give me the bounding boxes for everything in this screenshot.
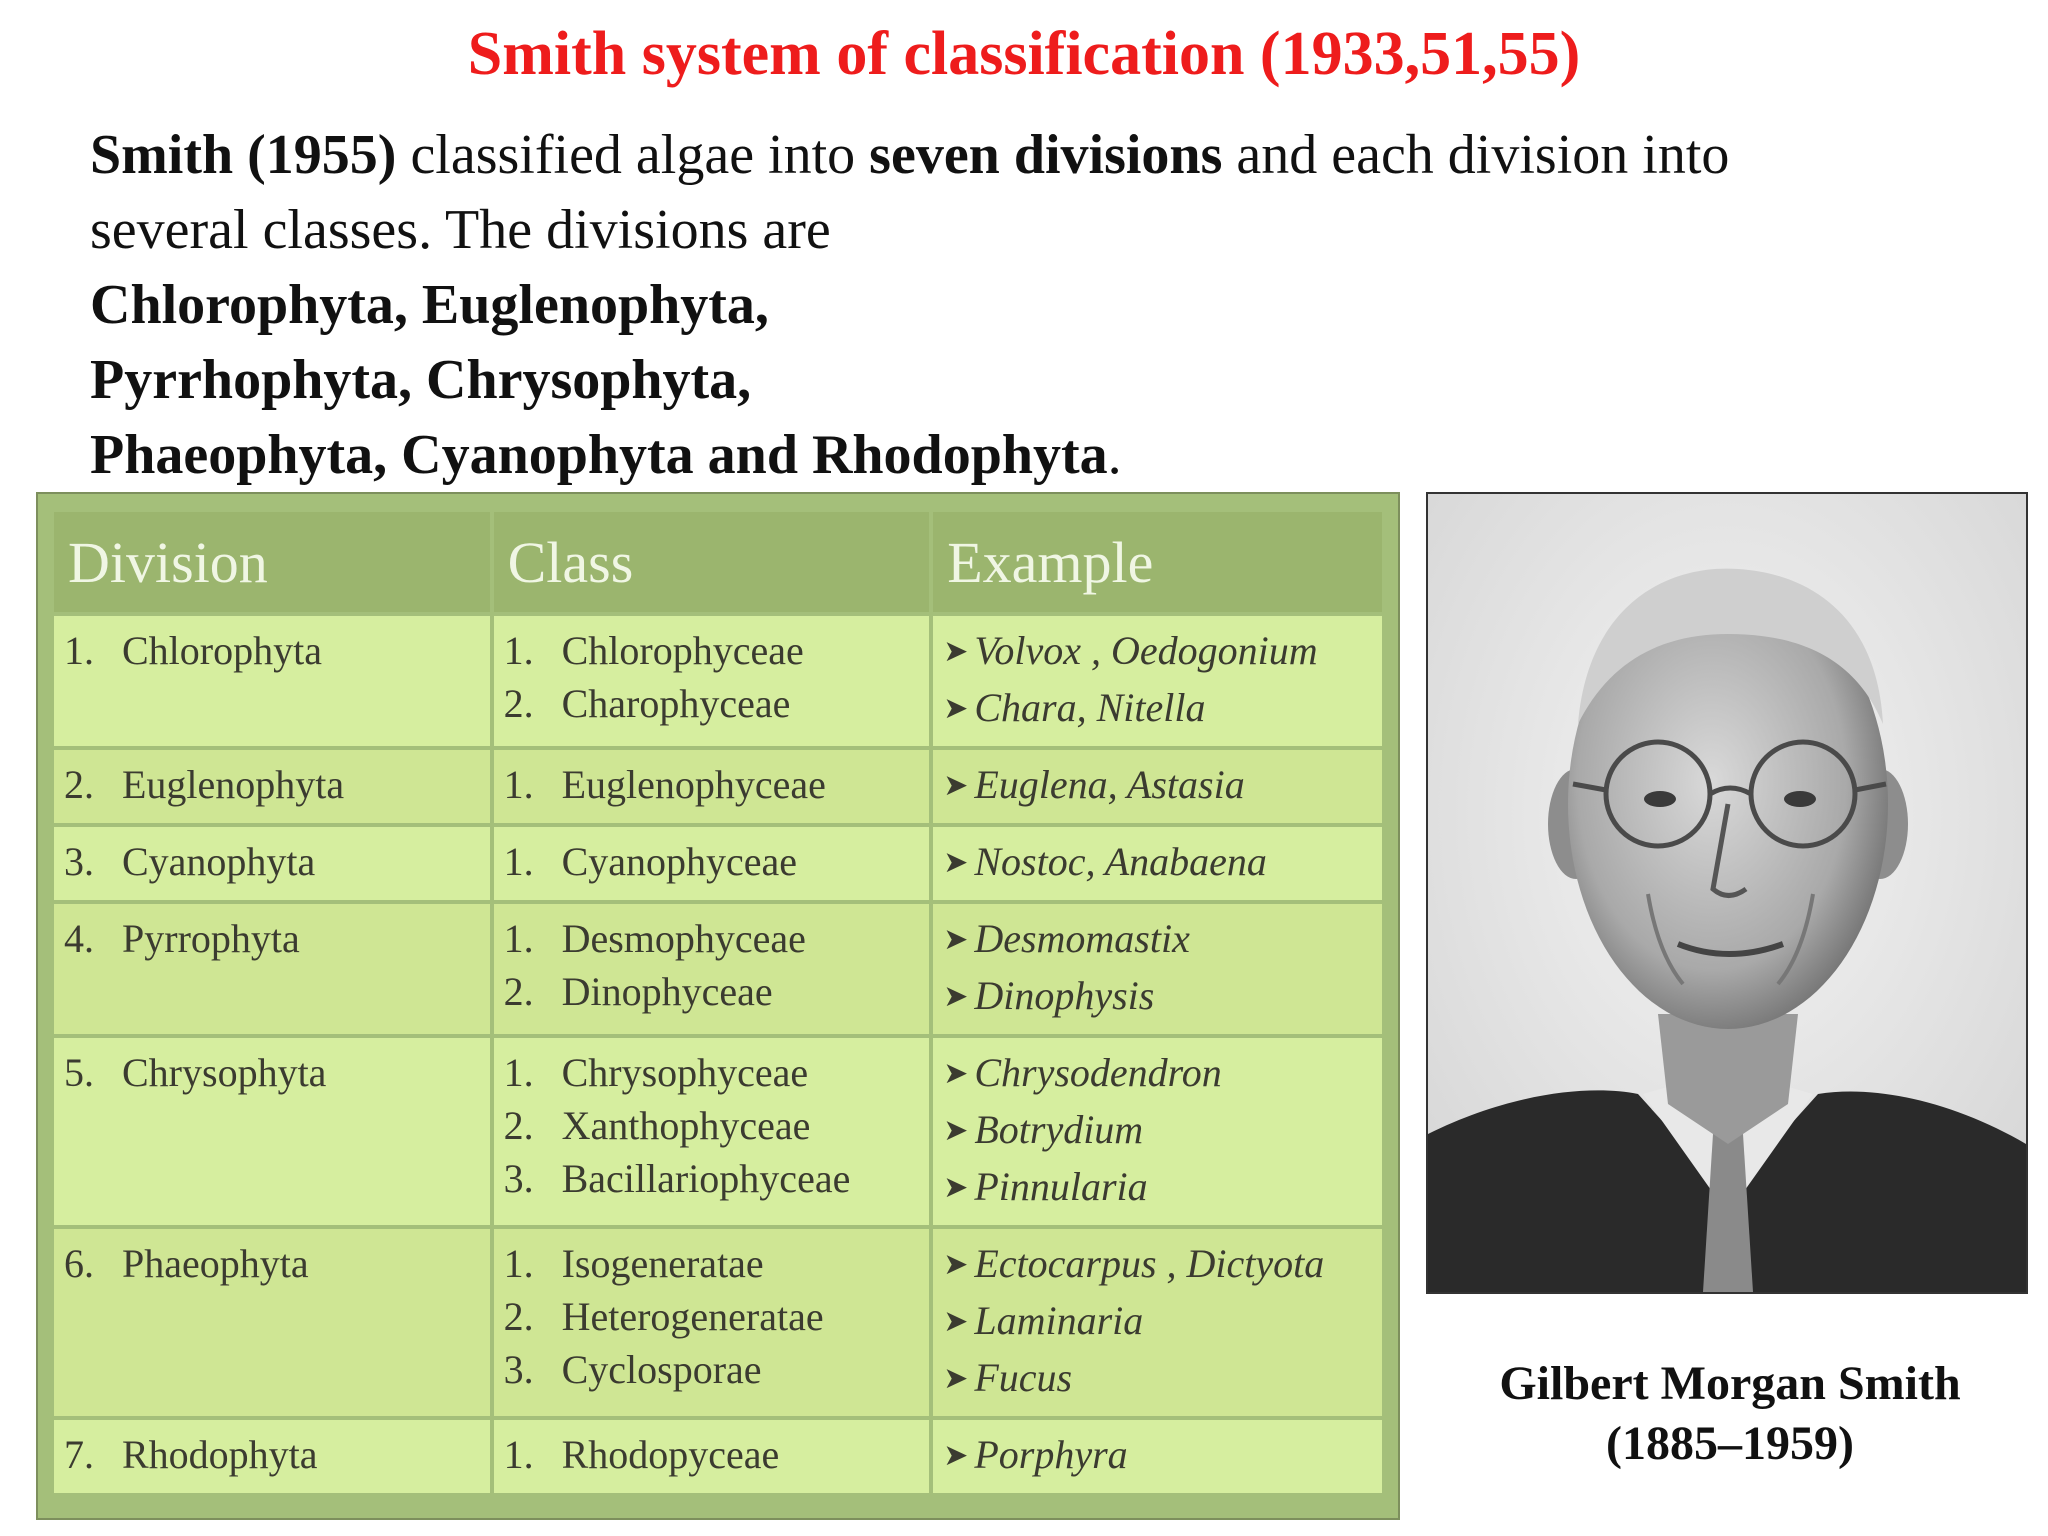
intro-bold-divisions: seven divisions — [869, 124, 1223, 186]
division-number: 3. — [64, 839, 94, 884]
table-body — [54, 616, 1382, 1493]
example-cell — [933, 1229, 1382, 1416]
division-name: Pyrrophyta — [122, 916, 300, 961]
arrow-bullet-icon: ➤ — [943, 1114, 969, 1147]
class-item — [504, 1343, 920, 1396]
division-cell — [54, 827, 490, 900]
class-item — [504, 912, 920, 965]
class-name: Cyclosporae — [561, 1347, 762, 1392]
class-number: 2. — [503, 969, 534, 1014]
table-header-row — [54, 512, 1382, 612]
arrow-bullet-icon: ➤ — [943, 846, 969, 879]
example-item — [943, 912, 1372, 969]
class-name: Dinophyceae — [561, 969, 773, 1014]
example-genus: Pinnularia — [974, 1164, 1148, 1209]
division-name: Phaeophyta — [122, 1241, 309, 1286]
example-item — [943, 1046, 1372, 1103]
header-class: Class — [494, 512, 930, 612]
class-name: Chlorophyceae — [561, 628, 804, 673]
arrow-bullet-icon: ➤ — [943, 769, 969, 802]
class-number: 3. — [503, 1156, 534, 1201]
intro-divisions-b: Pyrrhophyta, Chrysophyta, — [90, 349, 752, 411]
class-number: 1. — [503, 762, 534, 807]
intro-text-2: and each division into — [1222, 124, 1730, 186]
division-cell — [54, 616, 490, 746]
arrow-bullet-icon: ➤ — [943, 692, 969, 725]
table-row — [54, 1038, 1382, 1225]
division-name: Chlorophyta — [122, 628, 322, 673]
table-row — [54, 1229, 1382, 1416]
class-cell — [494, 750, 930, 823]
example-cell — [933, 1420, 1382, 1493]
example-cell — [933, 616, 1382, 746]
division-number: 6. — [64, 1241, 94, 1286]
example-cell — [933, 1038, 1382, 1225]
class-name: Xanthophyceae — [561, 1103, 811, 1148]
division-cell — [54, 1229, 490, 1416]
intro-line-2: several classes. The divisions are — [90, 199, 831, 261]
class-item — [504, 677, 920, 730]
example-genus: Chrysodendron — [974, 1050, 1222, 1095]
caption-years: (1885–1959) — [1606, 1417, 1854, 1470]
example-cell — [933, 904, 1382, 1034]
class-item — [504, 1290, 920, 1343]
class-item — [504, 1099, 920, 1152]
example-genus: Euglena, Astasia — [974, 762, 1245, 807]
portrait-photo — [1426, 492, 2028, 1294]
class-item — [504, 1046, 920, 1099]
example-genus: Volvox , Oedogonium — [974, 628, 1318, 673]
class-number: 1. — [503, 1432, 534, 1477]
portrait-caption — [1420, 1354, 2040, 1474]
class-number: 1. — [503, 628, 534, 673]
class-number: 2. — [503, 1294, 534, 1339]
example-item — [943, 681, 1372, 738]
intro-paragraph — [90, 118, 2010, 493]
example-genus: Ectocarpus , Dictyota — [974, 1241, 1325, 1286]
class-cell — [494, 1038, 930, 1225]
class-cell — [494, 616, 930, 746]
division-cell — [54, 1420, 490, 1493]
class-number: 1. — [503, 1241, 534, 1286]
class-item — [504, 1428, 920, 1481]
portrait-illustration — [1428, 494, 2026, 1292]
intro-line-1 — [90, 118, 2010, 193]
class-cell — [494, 827, 930, 900]
table-row — [54, 750, 1382, 823]
intro-line-4 — [90, 343, 2010, 418]
example-genus: Laminaria — [974, 1298, 1144, 1343]
slide-title: Smith system of classification (1933,51,55) — [467, 20, 1581, 88]
division-number: 1. — [64, 628, 94, 673]
example-genus: Fucus — [974, 1355, 1073, 1400]
example-genus: Chara, Nitella — [974, 685, 1206, 730]
arrow-bullet-icon: ➤ — [943, 1305, 969, 1338]
example-item — [943, 1160, 1372, 1217]
class-item — [504, 758, 920, 811]
example-genus: Porphyra — [974, 1432, 1128, 1477]
class-cell — [494, 1229, 930, 1416]
header-example: Example — [933, 512, 1382, 612]
class-number: 2. — [503, 1103, 534, 1148]
class-name: Bacillariophyceae — [561, 1156, 851, 1201]
example-item — [943, 758, 1372, 815]
intro-divisions-a: Chlorophyta, Euglenophyta, — [90, 274, 769, 336]
intro-bold-smith: Smith (1955) — [90, 124, 397, 186]
division-cell — [54, 904, 490, 1034]
division-number: 5. — [64, 1050, 94, 1095]
intro-line-3 — [90, 268, 2010, 343]
class-cell — [494, 1420, 930, 1493]
division-number: 2. — [64, 762, 94, 807]
arrow-bullet-icon: ➤ — [943, 1248, 969, 1281]
arrow-bullet-icon: ➤ — [943, 980, 969, 1013]
division-number: 4. — [64, 916, 94, 961]
example-item — [943, 835, 1372, 892]
arrow-bullet-icon: ➤ — [943, 923, 969, 956]
class-name: Chrysophyceae — [561, 1050, 809, 1095]
class-name: Desmophyceae — [561, 916, 806, 961]
example-item — [943, 1428, 1372, 1485]
class-number: 1. — [503, 1050, 534, 1095]
example-item — [943, 1351, 1372, 1408]
class-item — [504, 1237, 920, 1290]
class-number: 1. — [503, 839, 534, 884]
example-item — [943, 969, 1372, 1026]
arrow-bullet-icon: ➤ — [943, 635, 969, 668]
class-item — [504, 965, 920, 1018]
intro-line-5 — [90, 418, 2010, 493]
example-item — [943, 1237, 1372, 1294]
intro-text-1: classified algae into — [396, 124, 870, 186]
example-item — [943, 1103, 1372, 1160]
class-name: Cyanophyceae — [561, 839, 798, 884]
division-name: Rhodophyta — [122, 1432, 318, 1477]
arrow-bullet-icon: ➤ — [943, 1057, 969, 1090]
caption-name: Gilbert Morgan Smith — [1499, 1357, 1961, 1410]
class-name: Euglenophyceae — [561, 762, 826, 807]
division-number: 7. — [64, 1432, 94, 1477]
class-number: 3. — [503, 1347, 534, 1392]
intro-period: . — [1107, 424, 1122, 486]
table-row — [54, 616, 1382, 746]
classification-table — [50, 508, 1386, 1497]
class-name: Heterogeneratae — [561, 1294, 824, 1339]
example-genus: Nostoc, Anabaena — [974, 839, 1267, 884]
arrow-bullet-icon: ➤ — [943, 1362, 969, 1395]
class-name: Rhodopyceae — [561, 1432, 780, 1477]
class-cell — [494, 904, 930, 1034]
example-cell — [933, 750, 1382, 823]
table-row — [54, 1420, 1382, 1493]
example-item — [943, 1294, 1372, 1351]
classification-table-image — [36, 492, 1400, 1520]
division-name: Euglenophyta — [122, 762, 345, 807]
example-genus: Botrydium — [974, 1107, 1144, 1152]
division-cell — [54, 750, 490, 823]
table-row — [54, 904, 1382, 1034]
example-item — [943, 624, 1372, 681]
class-item — [504, 835, 920, 888]
class-item — [504, 624, 920, 677]
header-division: Division — [54, 512, 490, 612]
class-name: Charophyceae — [561, 681, 791, 726]
example-cell — [933, 827, 1382, 900]
class-name: Isogeneratae — [561, 1241, 764, 1286]
class-number: 1. — [503, 916, 534, 961]
division-name: Cyanophyta — [122, 839, 316, 884]
example-genus: Desmomastix — [974, 916, 1190, 961]
class-number: 2. — [503, 681, 534, 726]
arrow-bullet-icon: ➤ — [943, 1439, 969, 1472]
division-name: Chrysophyta — [122, 1050, 327, 1095]
arrow-bullet-icon: ➤ — [943, 1171, 969, 1204]
intro-divisions-c: Phaeophyta, Cyanophyta and Rhodophyta — [90, 424, 1108, 486]
class-item — [504, 1152, 920, 1205]
table-row — [54, 827, 1382, 900]
example-genus: Dinophysis — [974, 973, 1155, 1018]
division-cell — [54, 1038, 490, 1225]
